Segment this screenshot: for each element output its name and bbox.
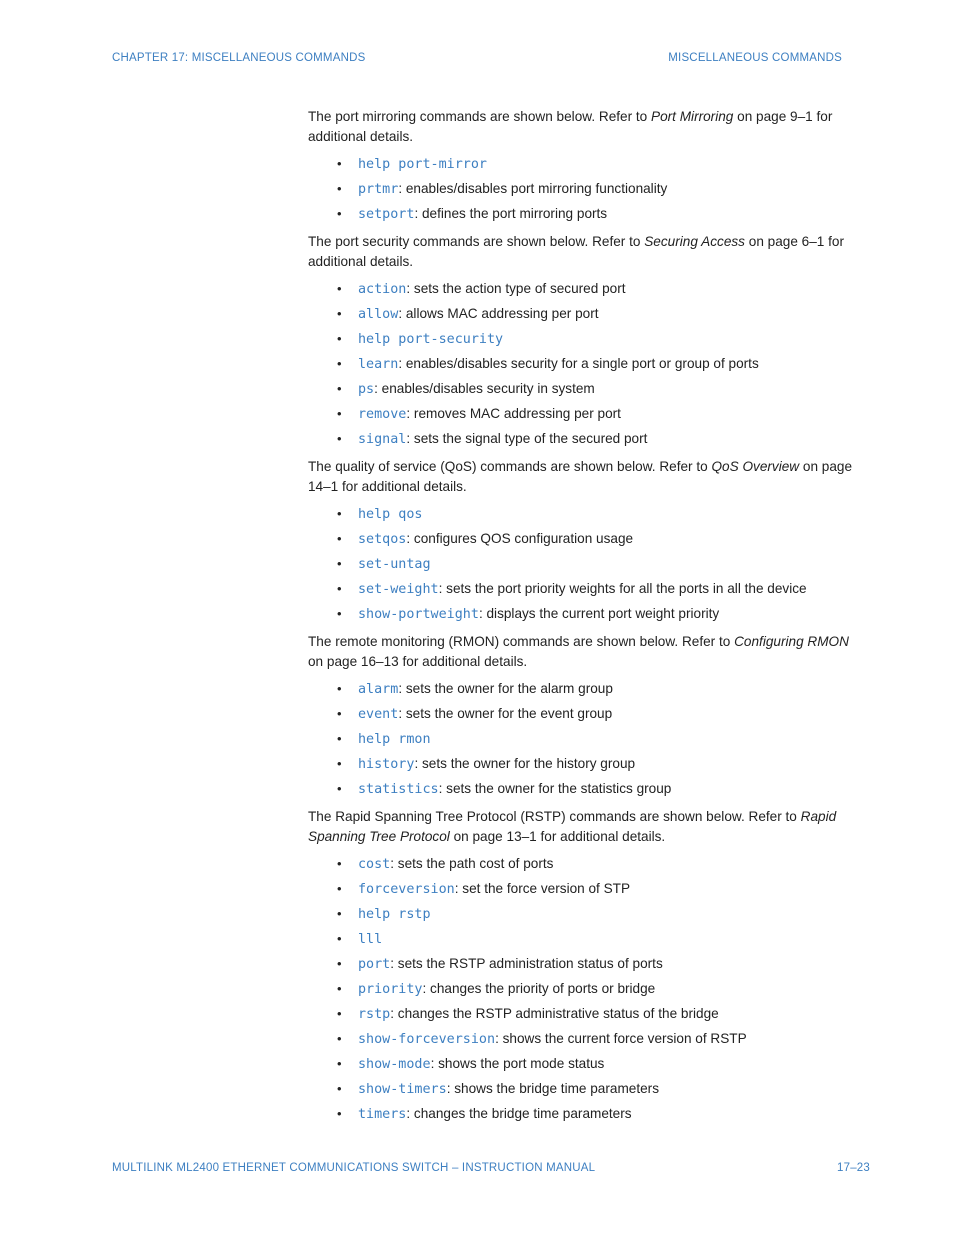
list-item [308, 401, 864, 426]
command-description: : sets the owner for the event group [398, 706, 613, 721]
command-description: : sets the path cost of ports [390, 856, 554, 871]
section-intro [308, 107, 864, 147]
list-item [308, 551, 864, 576]
list-item [308, 1001, 864, 1026]
command-name: event [358, 707, 399, 722]
command-description: : sets the signal type of the secured port [406, 431, 648, 446]
command-name: history [358, 757, 415, 772]
section-intro [308, 632, 864, 672]
intro-text: The port security commands are shown below. Refer to [308, 234, 645, 249]
command-description: : enables/disables security in system [374, 381, 595, 396]
command-description: : sets the owner for the statistics group [438, 781, 672, 796]
bullet-icon: • [337, 381, 342, 396]
list-item [308, 1076, 864, 1101]
list-item [308, 426, 864, 451]
command-name: setqos [358, 532, 407, 547]
list-item [308, 851, 864, 876]
command-name: signal [358, 432, 407, 447]
intro-text: on page 13–1 for additional details. [449, 829, 666, 844]
list-item [308, 1101, 864, 1126]
command-section [308, 457, 864, 626]
command-section [308, 632, 864, 801]
intro-text: The port mirroring commands are shown below. Refer to [308, 109, 652, 124]
bullet-icon: • [337, 706, 342, 721]
page-number: 17–23 [837, 1162, 870, 1174]
bullet-icon: • [337, 306, 342, 321]
command-section [308, 232, 864, 451]
list-item [308, 1026, 864, 1051]
command-description: : shows the bridge time parameters [446, 1081, 659, 1096]
bullet-icon: • [337, 931, 342, 946]
bullet-icon: • [337, 581, 342, 596]
command-description: : sets the port priority weights for all the ports in all the device [438, 581, 807, 596]
command-name: show-forceversion [358, 1032, 496, 1047]
page-content [308, 107, 864, 1132]
command-description: : shows the port mode status [430, 1056, 605, 1071]
command-name: rstp [358, 1007, 391, 1022]
intro-text: The remote monitoring (RMON) commands are shown below. Refer to [308, 634, 735, 649]
intro-text: on page 14–1 for additional details. [308, 459, 853, 494]
command-name: alarm [358, 682, 399, 697]
command-description: : changes the bridge time parameters [406, 1106, 632, 1121]
command-name: ps [358, 382, 375, 397]
command-description: : sets the owner for the alarm group [398, 681, 613, 696]
intro-text: The quality of service (QoS) commands are shown below. Refer to [308, 459, 712, 474]
command-list [308, 851, 864, 1126]
list-item [308, 201, 864, 226]
command-list [308, 151, 864, 226]
list-item [308, 1051, 864, 1076]
list-item [308, 876, 864, 901]
list-item [308, 776, 864, 801]
bullet-icon: • [337, 406, 342, 421]
bullet-icon: • [337, 606, 342, 621]
command-name: show-timers [358, 1082, 447, 1097]
command-name: help rstp [358, 907, 431, 922]
command-description: : enables/disables port mirroring functionality [398, 181, 668, 196]
command-list [308, 276, 864, 451]
command-description: : defines the port mirroring ports [414, 206, 608, 221]
list-item [308, 976, 864, 1001]
command-name: help port-mirror [358, 157, 487, 172]
command-name: timers [358, 1107, 407, 1122]
command-description: : sets the RSTP administration status of ports [390, 956, 663, 971]
command-name: show-mode [358, 1057, 431, 1072]
section-intro [308, 807, 864, 847]
command-description: : enables/disables security for a single port or group of ports [398, 356, 759, 371]
manual-title-footer: MULTILINK ML2400 ETHERNET COMMUNICATIONS SWITCH – INSTRUCTION MANUAL [112, 1162, 596, 1174]
intro-reference: Configuring RMON [734, 634, 849, 649]
command-name: allow [358, 307, 399, 322]
intro-text: on page 9–1 for additional details. [308, 109, 833, 144]
list-item [308, 676, 864, 701]
bullet-icon: • [337, 431, 342, 446]
list-item [308, 726, 864, 751]
command-name: help port-security [358, 332, 504, 347]
command-name: action [358, 282, 407, 297]
bullet-icon: • [337, 781, 342, 796]
chapter-header: CHAPTER 17: MISCELLANEOUS COMMANDS [112, 52, 366, 64]
list-item [308, 376, 864, 401]
intro-reference: Securing Access [644, 234, 745, 249]
command-section [308, 107, 864, 226]
list-item [308, 276, 864, 301]
bullet-icon: • [337, 1056, 342, 1071]
list-item [308, 601, 864, 626]
command-description: : removes MAC addressing per port [406, 406, 621, 421]
command-name: cost [358, 857, 391, 872]
command-list [308, 676, 864, 801]
bullet-icon: • [337, 956, 342, 971]
section-header: MISCELLANEOUS COMMANDS [668, 52, 842, 64]
list-item [308, 151, 864, 176]
section-intro [308, 457, 864, 497]
list-item [308, 926, 864, 951]
command-name: remove [358, 407, 407, 422]
command-description: : changes the priority of ports or bridge [422, 981, 656, 996]
command-description: : set the force version of STP [454, 881, 631, 896]
intro-reference: QoS Overview [711, 459, 800, 474]
bullet-icon: • [337, 1106, 342, 1121]
list-item [308, 326, 864, 351]
bullet-icon: • [337, 356, 342, 371]
command-description: : configures QOS configuration usage [406, 531, 634, 546]
intro-text: on page 6–1 for additional details. [308, 234, 844, 269]
command-name: set-weight [358, 582, 439, 597]
intro-reference: Port Mirroring [651, 109, 734, 124]
command-name: statistics [358, 782, 439, 797]
list-item [308, 351, 864, 376]
command-name: learn [358, 357, 399, 372]
bullet-icon: • [337, 731, 342, 746]
bullet-icon: • [337, 331, 342, 346]
command-name: prtmr [358, 182, 399, 197]
bullet-icon: • [337, 756, 342, 771]
bullet-icon: • [337, 681, 342, 696]
command-name: set-untag [358, 557, 431, 572]
list-item [308, 301, 864, 326]
intro-text: on page 16–13 for additional details. [308, 654, 528, 669]
command-name: help qos [358, 507, 423, 522]
bullet-icon: • [337, 181, 342, 196]
list-item [308, 501, 864, 526]
command-description: : sets the owner for the history group [414, 756, 636, 771]
list-item [308, 751, 864, 776]
bullet-icon: • [337, 1081, 342, 1096]
bullet-icon: • [337, 906, 342, 921]
list-item [308, 951, 864, 976]
list-item [308, 576, 864, 601]
bullet-icon: • [337, 1031, 342, 1046]
command-name: lll [358, 932, 383, 947]
command-description: : shows the current force version of RSTP [495, 1031, 747, 1046]
bullet-icon: • [337, 531, 342, 546]
list-item [308, 701, 864, 726]
command-description: : sets the action type of secured port [406, 281, 626, 296]
list-item [308, 526, 864, 551]
command-name: port [358, 957, 391, 972]
command-description: : displays the current port weight priority [478, 606, 720, 621]
command-name: show-portweight [358, 607, 479, 622]
list-item [308, 176, 864, 201]
bullet-icon: • [337, 281, 342, 296]
command-list [308, 501, 864, 626]
bullet-icon: • [337, 206, 342, 221]
bullet-icon: • [337, 556, 342, 571]
list-item [308, 901, 864, 926]
bullet-icon: • [337, 156, 342, 171]
bullet-icon: • [337, 856, 342, 871]
intro-text: The Rapid Spanning Tree Protocol (RSTP) commands are shown below. Refer to [308, 809, 801, 824]
bullet-icon: • [337, 1006, 342, 1021]
command-description: : changes the RSTP administrative status of the bridge [390, 1006, 719, 1021]
bullet-icon: • [337, 981, 342, 996]
command-name: priority [358, 982, 423, 997]
bullet-icon: • [337, 881, 342, 896]
command-section [308, 807, 864, 1126]
command-name: help rmon [358, 732, 431, 747]
command-description: : allows MAC addressing per port [398, 306, 599, 321]
command-name: forceversion [358, 882, 455, 897]
intro-reference: Rapid Spanning Tree Protocol [308, 809, 837, 844]
bullet-icon: • [337, 506, 342, 521]
section-intro [308, 232, 864, 272]
command-name: setport [358, 207, 415, 222]
